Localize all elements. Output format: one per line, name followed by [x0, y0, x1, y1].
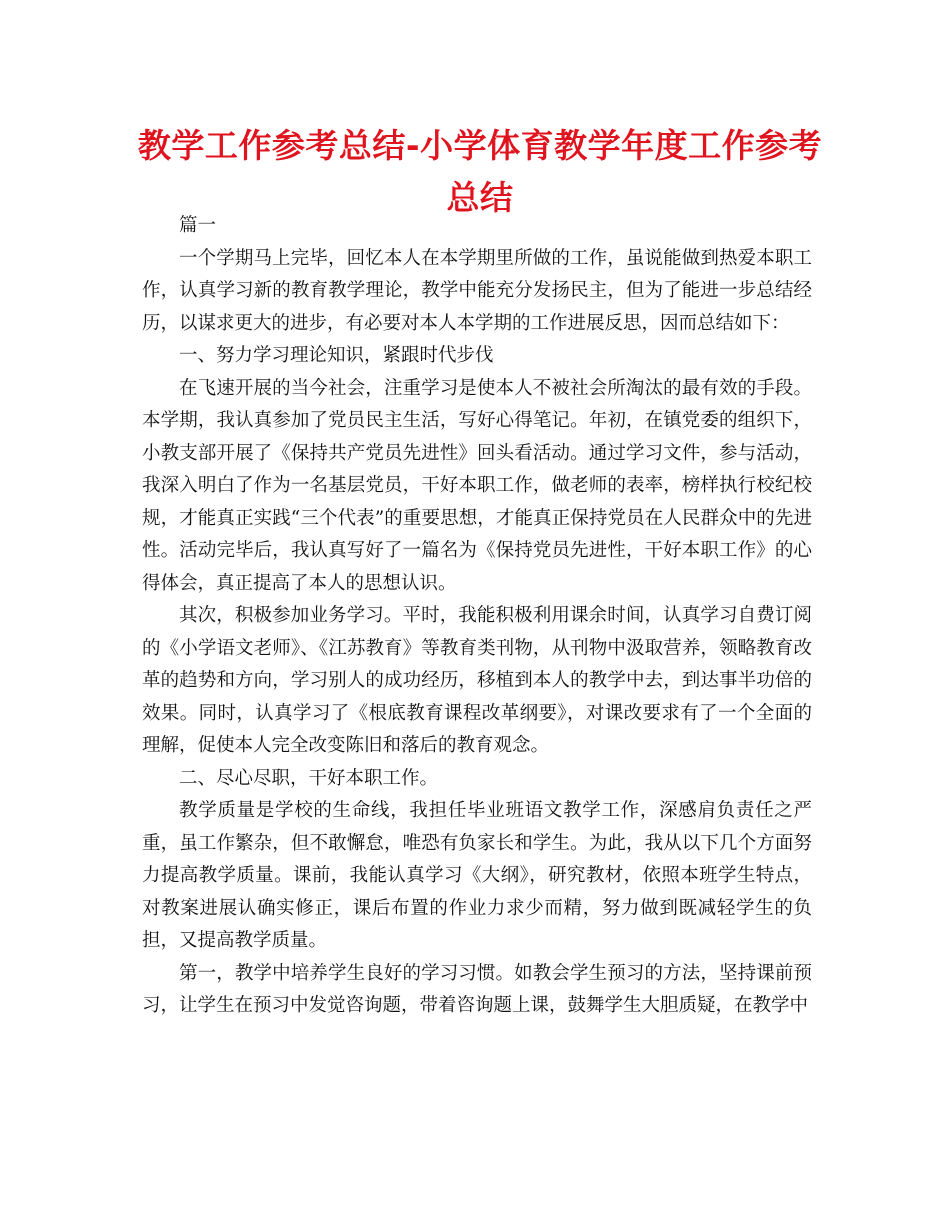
- section-heading: 一、努力学习理论知识，紧跟时代步伐: [179, 345, 494, 366]
- document-body: [142, 210, 812, 1023]
- body-paragraph: 第一，教学中培养学生良好的学习习惯。如教会学生预习的方法，坚持课前预习，让学生在预习中发觉咨询题，带着咨询题上课，鼓舞学生大胆质疑，在教学中: [142, 962, 812, 1016]
- section-label: 篇一: [179, 215, 217, 236]
- document-title: 教学工作参考总结-小学体育教学年度工作参考总结: [137, 126, 823, 217]
- body-paragraph: 在飞速开展的当今社会，注重学习是使本人不被社会所淘汰的最有效的手段。本学期，我认真参加了党员民主生活，写好心得笔记。年初，在镇党委的组织下，小教支部开展了《保持共产党员先进性》回头看活动。通过学习文件，参与活动，我深入明白了作为一名基层党员，干好本职工作，做老师的表率，榜样执行校纪校规，才能真正实践“三个代表”的重要思想，才能真正保持党员在人民群众中的先进性。活动完毕后，我认真写好了一篇名为《保持党员先进性，干好本职工作》的心得体会，真正提高了本人的思想认识。: [142, 377, 812, 594]
- body-paragraph: 一个学期马上完毕，回忆本人在本学期里所做的工作，虽说能做到热爱本职工作，认真学习新的教育教学理论，教学中能充分发扬民主，但为了能进一步总结经历，以谋求更大的进步，有必要对本人本学期的工作进展反思，因而总结如下：: [142, 247, 812, 334]
- body-paragraph: 其次，积极参加业务学习。平时，我能积极利用课余时间，认真学习自费订阅的《小学语文老师》、《江苏教育》等教育类刊物，从刊物中汲取营养，领略教育改革的趋势和方向，学习别人的成功经历，移植到本人的教学中去，到达事半功倍的效果。同时，认真学习了《根底教育课程改革纲要》，对课改要求有了一个全面的理解，促使本人完全改变陈旧和落后的教育观念。: [142, 605, 812, 756]
- body-paragraph: 教学质量是学校的生命线，我担任毕业班语文教学工作，深感肩负责任之严重，虽工作繁杂，但不敢懈怠，唯恐有负家长和学生。为此，我从以下几个方面努力提高教学质量。课前，我能认真学习《大纲》，研究教材，依照本班学生特点，对教案进展认确实修正，课后布置的作业力求少而精，努力做到既减轻学生的负担，又提高教学质量。: [142, 800, 812, 951]
- section-heading: 二、尽心尽职，干好本职工作。: [179, 767, 439, 789]
